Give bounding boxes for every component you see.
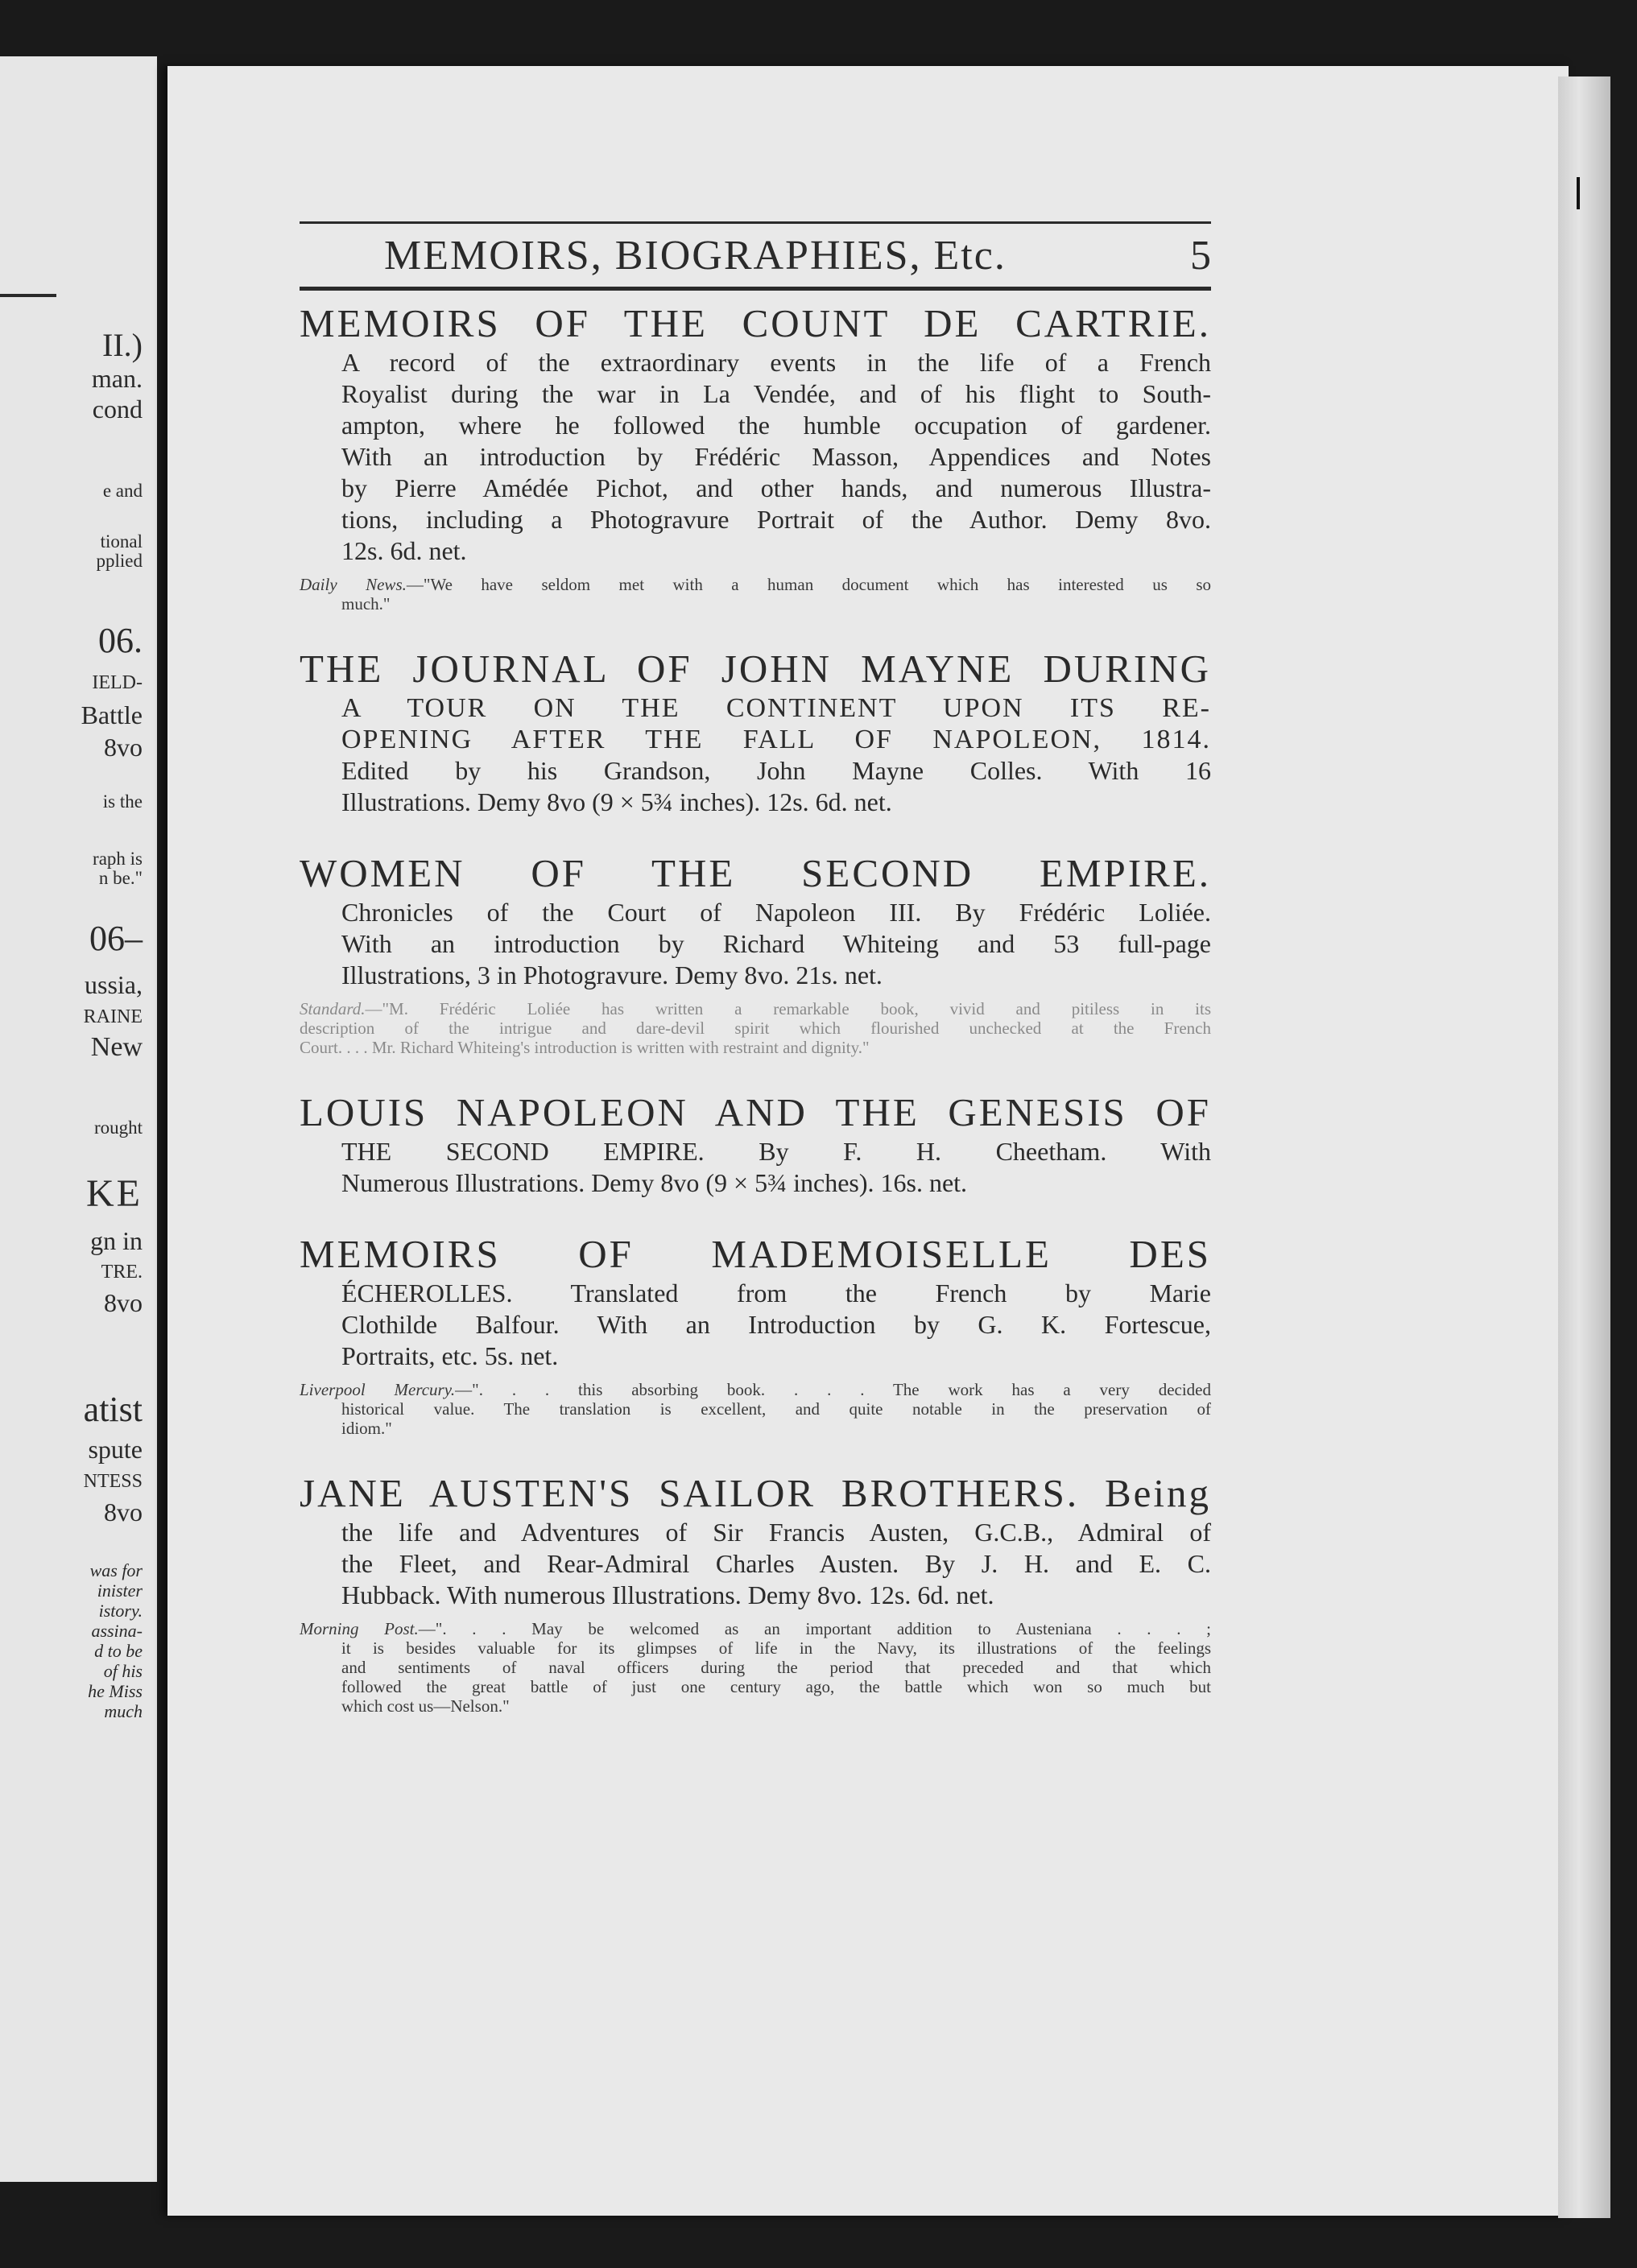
facing-line: is the — [102, 791, 143, 812]
entry-title: WOMEN OF THE SECOND EMPIRE. — [300, 851, 1211, 895]
entry-line: Edited by his Grandson, John Mayne Colles. With 16 — [341, 756, 1211, 785]
entry-price: Illustrations. Demy 8vo (9 × 5¾ inches). 12s. 6d. net. — [341, 787, 892, 816]
review-line: it is besides valuable for its glimpses of life in the Navy, its illustrations of the feelings — [341, 1638, 1211, 1658]
entry-line: ampton, where he followed the humble occupation of gardener. — [341, 411, 1211, 440]
facing-line: 06. — [98, 621, 143, 660]
review-source: Daily News. — [300, 575, 407, 594]
review-line: historical value. The translation is excellent, and quite notable in the preservation of — [341, 1399, 1211, 1419]
entry-price: Portraits, etc. 5s. net. — [341, 1341, 559, 1370]
entry-title: LOUIS NAPOLEON AND THE GENESIS OF — [300, 1090, 1211, 1134]
running-header-title: MEMOIRS, BIOGRAPHIES, Etc. — [384, 233, 1007, 279]
entry-description — [341, 347, 1211, 567]
review-line: —". . . May be welcomed as an important addition to Austeniana . . . ; — [418, 1619, 1212, 1638]
facing-line: rought — [93, 1117, 143, 1138]
facing-line: ussia, — [85, 970, 143, 999]
press-review — [300, 1619, 1211, 1716]
facing-line: e and — [102, 481, 143, 501]
facing-line: spute — [88, 1435, 143, 1464]
entry-description — [341, 1517, 1211, 1611]
entry-price: Illustrations, 3 in Photogravure. Demy 8vo. 21s. net. — [341, 960, 883, 989]
facing-line: TRE. — [101, 1262, 143, 1283]
entry-description — [341, 692, 1211, 818]
review-source: Standard. — [300, 999, 366, 1018]
entry-line: Royalist during the war in La Vendée, and of his flight to South- — [341, 379, 1211, 408]
review-line: and sentiments of naval officers during the period that preceded and that which — [341, 1658, 1211, 1677]
facing-line: Battle — [81, 700, 143, 729]
review-line: Court. . . . Mr. Richard Whiteing's introduction is written with restraint and dignity." — [300, 1038, 870, 1057]
facing-line: 8vo — [104, 1498, 143, 1526]
review-source: Morning Post. — [300, 1619, 419, 1638]
facing-line: much — [104, 1701, 143, 1721]
entry-line: OPENING AFTER THE FALL OF NAPOLEON, 1814. — [341, 725, 1211, 754]
facing-line: 06– — [89, 919, 143, 958]
facing-line: pplied — [96, 551, 143, 571]
facing-line: istory. — [98, 1601, 143, 1621]
entry-line: THE SECOND EMPIRE. By F. H. Cheetham. With — [341, 1137, 1211, 1166]
facing-line: IELD- — [92, 672, 143, 693]
facing-line: assina- — [91, 1621, 143, 1641]
page-edge — [1558, 76, 1610, 2218]
entry-price: Numerous Illustrations. Demy 8vo (9 × 5¾ inches). 16s. net. — [341, 1168, 968, 1197]
press-review — [300, 999, 1211, 1057]
entry-line: Chronicles of the Court of Napoleon III. By Frédéric Loliée. — [341, 898, 1211, 927]
book-entry — [300, 646, 1211, 818]
facing-line: was for — [89, 1560, 143, 1580]
review-line: —". . . this absorbing book. . . . The work has a very decided — [455, 1380, 1211, 1399]
book-entry — [300, 1470, 1211, 1716]
entry-line: With an introduction by Frédéric Masson, Appendices and Notes — [341, 442, 1211, 471]
facing-line: tional — [100, 531, 143, 552]
facing-line: 8vo — [104, 1288, 143, 1317]
facing-line: New — [90, 1032, 143, 1062]
facing-line: gn in — [90, 1226, 143, 1255]
book-entry — [300, 1231, 1211, 1438]
facing-line: cond — [92, 395, 143, 423]
entry-description — [341, 1136, 1211, 1199]
facing-line: RAINE — [83, 1006, 143, 1027]
entry-title: THE JOURNAL OF JOHN MAYNE DURING — [300, 647, 1211, 691]
review-line: followed the great battle of just one century ago, the battle which won so much but — [341, 1677, 1211, 1696]
review-source: Liverpool Mercury. — [300, 1380, 456, 1399]
entry-line: by Pierre Amédée Pichot, and other hands, and numerous Illustra- — [341, 473, 1211, 502]
press-review — [300, 575, 1211, 613]
page-edge-mark — [1577, 177, 1580, 209]
facing-line: raph is — [93, 849, 143, 869]
review-line: much." — [341, 594, 391, 613]
book-entry — [300, 850, 1211, 1057]
entry-line: With an introduction by Richard Whiteing and 53 full-page — [341, 929, 1211, 958]
facing-line: of his — [103, 1661, 143, 1681]
entry-line: the Fleet, and Rear-Admiral Charles Austen. By J. H. and E. C. — [341, 1549, 1211, 1578]
entry-line: ÉCHEROLLES. Translated from the French by Marie — [341, 1279, 1211, 1308]
entry-description — [341, 1278, 1211, 1372]
entry-line: Clothilde Balfour. With an Introduction by G. K. Fortescue, — [341, 1310, 1211, 1339]
entry-line: A record of the extraordinary events in the life of a French — [341, 348, 1211, 377]
entry-title: MEMOIRS OF MADEMOISELLE DES — [300, 1232, 1211, 1276]
review-line: description of the intrigue and dare-devil spirit which flourished unchecked at the French — [300, 1018, 1211, 1038]
facing-line: d to be — [94, 1641, 143, 1661]
entry-title: JANE AUSTEN'S SAILOR BROTHERS. Being — [300, 1471, 1211, 1515]
facing-line: man. — [91, 364, 143, 393]
facing-line: atist — [83, 1390, 143, 1429]
facing-line: he Miss — [88, 1681, 143, 1701]
running-header — [300, 221, 1211, 291]
facing-line: n be." — [98, 868, 143, 888]
facing-line: 8vo — [104, 733, 143, 762]
page-number: 5 — [1190, 233, 1211, 279]
entry-line: tions, including a Photogravure Portrait of the Author. Demy 8vo. — [341, 505, 1211, 534]
review-line: —"We have seldom met with a human document which has interested us so — [406, 575, 1211, 594]
book-entry — [300, 300, 1211, 613]
facing-line: KE — [86, 1172, 143, 1215]
entry-line: the life and Adventures of Sir Francis Austen, G.C.B., Admiral of — [341, 1518, 1211, 1547]
book-entry — [300, 1089, 1211, 1199]
entry-price: Hubback. With numerous Illustrations. Demy 8vo. 12s. 6d. net. — [341, 1580, 994, 1609]
entry-price: 12s. 6d. net. — [341, 536, 467, 565]
review-line: which cost us—Nelson." — [341, 1696, 510, 1716]
review-line: —"M. Frédéric Loliée has written a remarkable book, vivid and pitiless in its — [365, 999, 1211, 1018]
facing-line: II.) — [102, 327, 143, 363]
facing-page — [0, 56, 157, 2182]
page-content — [300, 221, 1211, 1716]
entry-description — [341, 897, 1211, 991]
entry-line: A TOUR ON THE CONTINENT UPON ITS RE- — [341, 693, 1211, 723]
facing-line: NTESS — [83, 1471, 143, 1492]
facing-line: inister — [97, 1580, 143, 1601]
press-review — [300, 1380, 1211, 1438]
review-line: idiom." — [341, 1419, 392, 1438]
entry-title: MEMOIRS OF THE COUNT DE CARTRIE. — [300, 301, 1211, 345]
